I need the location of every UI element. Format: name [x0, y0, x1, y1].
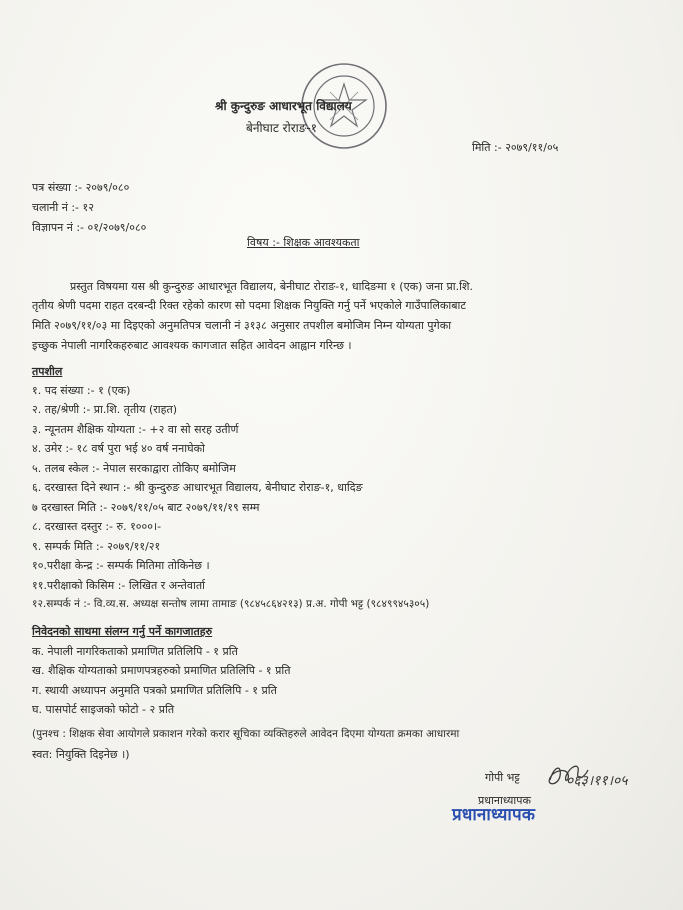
- body-line-3: मिति २०७९/११/०३ मा दिइएको अनुमतिपत्र चलानी नं ३१३८ अनुसार तपशील बमोजिम निम्न योग्यता पुगेका: [32, 319, 452, 332]
- detail-item: ४. उमेर :- १८ वर्ष पुरा भई ४० वर्ष ननाघेको: [32, 442, 205, 455]
- letter-number: पत्र संख्या :- २०७९/०८०: [32, 181, 130, 194]
- note-line-1: (पुनश्च : शिक्षक सेवा आयोगले प्रकाशन गरेको करार सूचिका व्यक्तिहरुले आवेदन दिएमा योग्यता क्रमका आधारमा: [32, 728, 460, 740]
- document-item: घ. पासपोर्ट साइजको फोटो - २ प्रति: [32, 703, 175, 716]
- school-name: श्री कुन्दुरुङ आधारभूत विद्यालय: [215, 99, 352, 113]
- document-item: ख. शैक्षिक योग्यताको प्रमाणपत्रहरुको प्रमाणित प्रतिलिपि - १ प्रति: [32, 664, 291, 677]
- details-heading: तपशील: [32, 365, 63, 378]
- detail-item: १०.परीक्षा केन्द्र :- सम्पर्क मितिमा तोकिनेछ ।: [32, 559, 210, 572]
- document-item: ग. स्थायी अध्यापन अनुमति पत्रको प्रमाणित प्रतिलिपि - १ प्रति: [32, 684, 277, 697]
- note-line-2: स्वत: नियुक्ति दिइनेछ ।): [32, 748, 130, 761]
- school-address: बेनीघाट रोराङ-१: [246, 121, 317, 135]
- detail-item: २. तह/श्रेणी :- प्रा.शि. तृतीय (राहत): [32, 403, 178, 416]
- detail-item: ११.परीक्षाको किसिम :- लिखित र अन्तेवार्ता: [32, 579, 205, 592]
- detail-item: ७ दरखास्त मिति :- २०७९/११/०५ बाट २०७९/११/१९ सम्म: [32, 501, 260, 514]
- signatory-name: गोपी भट्ट: [485, 771, 520, 784]
- document-item: क. नेपाली नागरिकताको प्रमाणित प्रतिलिपि - १ प्रति: [32, 645, 238, 658]
- body-line-4: इच्छुक नेपाली नागरिकहरुबाट आवश्यक कागजात सहित आवेदन आह्वान गरिन्छ ।: [32, 339, 352, 352]
- signatory-title: प्रधानाध्यापक: [478, 794, 531, 807]
- body-line-1: प्रस्तुत विषयमा यस श्री कुन्दुरुङ आधारभूत विद्यालय, बेनीघाट रोराङ-१, धादिङमा १ (एक) जना प्रा.शि.: [70, 280, 473, 293]
- body-line-2: तृतीय श्रेणी पदमा राहत दरबन्दी रिक्त रहेको कारण सो पदमा शिक्षक नियुक्ति गर्नु पर्ने भएकोले गाउँपालिकाबाट: [32, 299, 466, 312]
- notice-number: विज्ञापन नं :- ०१/२०७९/०८०: [32, 221, 147, 234]
- detail-item: १. पद संख्या :- १ (एक): [32, 384, 131, 397]
- detail-item: ८. दरखास्त दस्तुर :- रु. १०००।-: [32, 520, 162, 533]
- detail-item: ६. दरखास्त दिने स्थान :- श्री कुन्दुरुङ आधारभूत विद्यालय, बेनीघाट रोराङ-१, धादिङ: [32, 481, 363, 494]
- date-line: मिति :- २०७९/११/०५: [472, 141, 559, 154]
- detail-item: ५. तलब स्केल :- नेपाल सरकाद्वारा तोकिए बमोजिम: [32, 462, 236, 475]
- signature-date: ०६३।११।०५: [566, 773, 628, 789]
- documents-heading: निवेदनको साथमा संलग्न गर्नु पर्ने कागजातहरु: [32, 625, 213, 638]
- detail-item: ९. सम्पर्क मिति :- २०७९/११/२१: [32, 540, 161, 553]
- headmaster-stamp: प्रधानाध्यापक: [452, 805, 536, 825]
- detail-item: १२.सम्पर्क नं :- वि.व्य.स. अध्यक्ष सन्तोष लामा तामाङ (९८४५८६४२१३) प्र.अ. गोपी भट्ट (९८४९९४५३०५): [32, 598, 430, 610]
- subject-line: विषय :- शिक्षक आवश्यकता: [247, 236, 360, 249]
- dispatch-number: चलानी नं :- १२: [32, 201, 94, 214]
- detail-item: ३. न्यूनतम शैक्षिक योग्यता :- +२ वा सो सरह उतीर्ण: [32, 423, 239, 436]
